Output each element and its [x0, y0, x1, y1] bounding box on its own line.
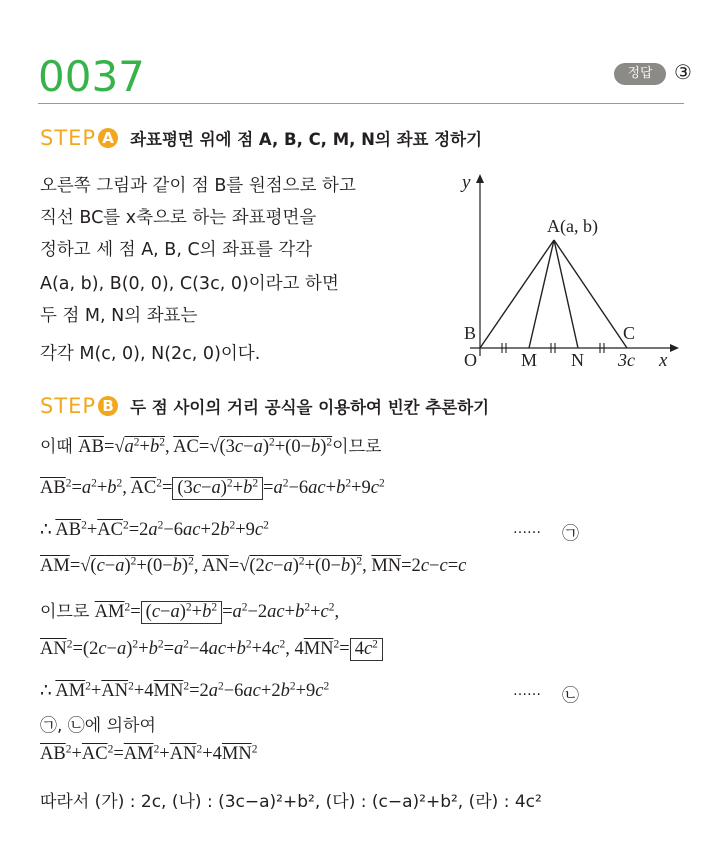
step-a-word: STEP: [40, 126, 97, 150]
step-a-line-4: A(a, b), B(0, 0), C(3c, 0)이라고 하면: [40, 274, 339, 294]
equation-line-7: ∴ $\overline{AM}^2+\overline{AN}^2+4\overline{MN}^2=2a^2-6ac+2b^2+9c^2$: [40, 680, 330, 701]
x-axis-arrow: [670, 344, 679, 352]
equation-line-6: $\overline{AN}^2=(2c-a)^2+b^2=a^2-4ac+b^2+4c^2$, $4\overline{MN}^2= 4c^2$: [40, 638, 383, 661]
final-answer-line: 따라서 (가) : 2c, (나) : (3c−a)²+b², (다) : (c−a)²+b², (라) : 4c²: [40, 792, 542, 812]
side-ab: [480, 240, 554, 348]
segment-an: [554, 240, 578, 348]
equation-line-1: 이때 $\overline{AB}=√a^2+b^2$, $\overline{AC}=√(3c-a)^2+(0-b)^2$이므로: [40, 436, 382, 457]
equation-line-8: $\overline{AB}^2+\overline{AC}^2=\overline{AM}^2+\overline{AN}^2+4\overline{MN}^2$: [40, 743, 258, 764]
y-axis-label: y: [462, 172, 471, 193]
marker-2-dots: ……: [513, 683, 541, 699]
blank-box-ra: $4c^2$: [350, 638, 383, 661]
point-a-label: A(a, b): [547, 216, 598, 236]
segment-am: [529, 240, 554, 348]
equation-line-2: $\overline{AB}^2=a^2+b^2$, $\overline{AC}^2= (3c-a)^2+b^2 =a^2-6ac+b^2+9c^2$: [40, 477, 385, 500]
blank-box-na: $(3c-a)^2+b^2$: [172, 477, 263, 500]
step-a-line-5: 두 점 M, N의 좌표는: [40, 306, 198, 326]
marker-2: ㉡: [562, 686, 579, 706]
equation-line-3: ∴ $\overline{AB}^2+\overline{AC}^2=2a^2-6ac+2b^2+9c^2$: [40, 519, 269, 540]
step-a-letter: A: [98, 128, 118, 148]
reference-line: ㉠, ㉡에 의하여: [40, 716, 156, 736]
step-a-line-2: 직선 BC를 x축으로 하는 좌표평면을: [40, 208, 317, 228]
y-axis-arrow: [476, 174, 484, 183]
answer-value: ③: [674, 60, 692, 84]
step-a-line-1: 오른쪽 그림과 같이 점 B를 원점으로 하고: [40, 176, 356, 196]
step-a-line-6: 각각 M(c, 0), N(2c, 0)이다.: [40, 344, 261, 364]
origin-label: O: [464, 350, 477, 370]
answer-badge: 정답: [614, 63, 666, 85]
side-ac: [554, 240, 627, 348]
x-axis-label: x: [659, 350, 668, 371]
step-b-word: STEP: [40, 394, 97, 418]
point-m-label: M: [521, 350, 538, 370]
point-c-label: C: [623, 323, 636, 343]
step-a-line-3: 정하고 세 점 A, B, C의 좌표를 각각: [40, 240, 313, 260]
step-b-heading: [40, 394, 489, 418]
marker-1-dots: ……: [513, 521, 541, 537]
point-b-label: B: [464, 323, 477, 343]
step-a-heading: [40, 126, 482, 150]
marker-1: ㉠: [562, 524, 579, 544]
point-n-label: N: [571, 350, 584, 370]
step-b-title: 두 점 사이의 거리 공식을 이용하여 빈칸 추론하기: [130, 398, 490, 417]
blank-box-da: $(c-a)^2+b^2$: [141, 601, 222, 624]
step-a-title: 좌표평면 위에 점 A, B, C, M, N의 좌표 정하기: [130, 130, 483, 149]
header-divider: [38, 103, 684, 104]
problem-number: 0037: [38, 52, 145, 101]
step-b-letter: B: [98, 396, 118, 416]
point-3c-label: 3c: [618, 350, 635, 370]
equation-line-5: 이므로 $\overline{AM}^2= (c-a)^2+b^2 =a^2-2ac+b^2+c^2$,: [40, 597, 339, 624]
coordinate-figure: [440, 168, 690, 378]
equation-line-4: $\overline{AM}=√(c-a)^2+(0-b)^2$, $\overline{AN}=√(2c-a)^2+(0-b)^2$, $\overline{MN}=2c-c=c$: [40, 555, 467, 576]
